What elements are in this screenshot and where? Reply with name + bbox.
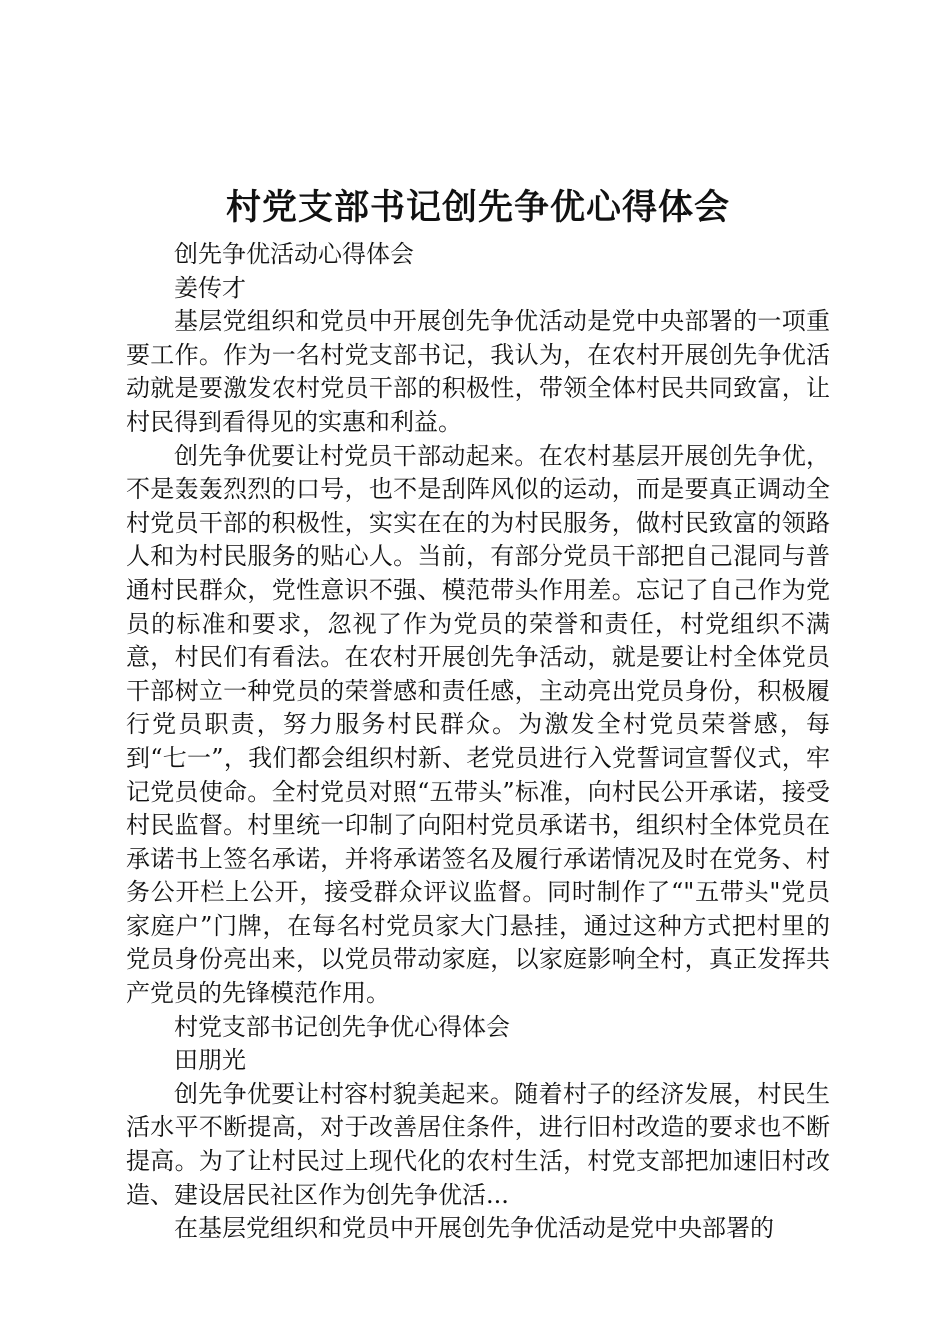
paragraph-author-2: 田朋光 <box>174 1046 246 1075</box>
paragraph-village: 创先争优要让村容村貌美起来。随着村子的经济发展，村民生活水平不断提高，对于改善居住条件，进行旧村改造的要求也不断提高。为了让村民过上现代化的农村生活，村党支部把加速旧村改造、建设居民社区作为创先争优活... <box>126 1079 830 1209</box>
document-page <box>126 180 830 1246</box>
paragraph-main: 创先争优要让村党员干部动起来。在农村基层开展创先争优，不是轰轰烈烈的口号，也不是刮阵风似的运动，而是要真正调动全村党员干部的积极性，实实在在的为村民服务，做村民致富的领路人和为村民服务的贴心人。当前，有部分党员干部把自己混同与普通村民群众，党性意识不强、模范带头作用差。忘记了自己作为党员的标准和要求，忽视了作为党员的荣誉和责任，村党组织不满意，村民们有看法。在农村开展创先争活动，就是要让村全体党员干部树立一种党员的荣誉感和责任感，主动亮出党员身份，积极履行党员职责，努力服务村民群众。为激发全村党员荣誉感，每到“七一”，我们都会组织村新、老党员进行入党誓词宣誓仪式，牢记党员使命。全村党员对照“五带头”标准，向村民公开承诺，接受村民监督。村里统一印制了向阳村党员承诺书，组织村全体党员在承诺书上签名承诺，并将承诺签名及履行承诺情况及时在党务、村务公开栏上公开，接受群众评议监督。同时制作了“"五带头"党员家庭户”门牌，在每名村党员家大门悬挂，通过这种方式把村里的党员身份亮出来，以党员带动家庭，以家庭影响全村，真正发挥共产党员的先锋模范作用。 <box>126 441 830 1008</box>
paragraph-subtitle-1: 创先争优活动心得体会 <box>174 240 414 268</box>
document-body <box>126 238 830 1246</box>
paragraph-intro: 基层党组织和党员中开展创先争优活动是党中央部署的一项重要工作。作为一名村党支部书记，我认为，在农村开展创先争优活动就是要激发农村党员干部的积极性，带领全体村民共同致富，让村民得到看得见的实惠和利益。 <box>126 307 830 436</box>
paragraph-subtitle-2: 村党支部书记创先争优心得体会 <box>174 1012 510 1041</box>
paragraph-last: 在基层党组织和党员中开展创先争优活动是党中央部署的 <box>174 1214 774 1243</box>
paragraph-author-1: 姜传才 <box>174 273 246 302</box>
document-title: 村党支部书记创先争优心得体会 <box>225 187 730 228</box>
